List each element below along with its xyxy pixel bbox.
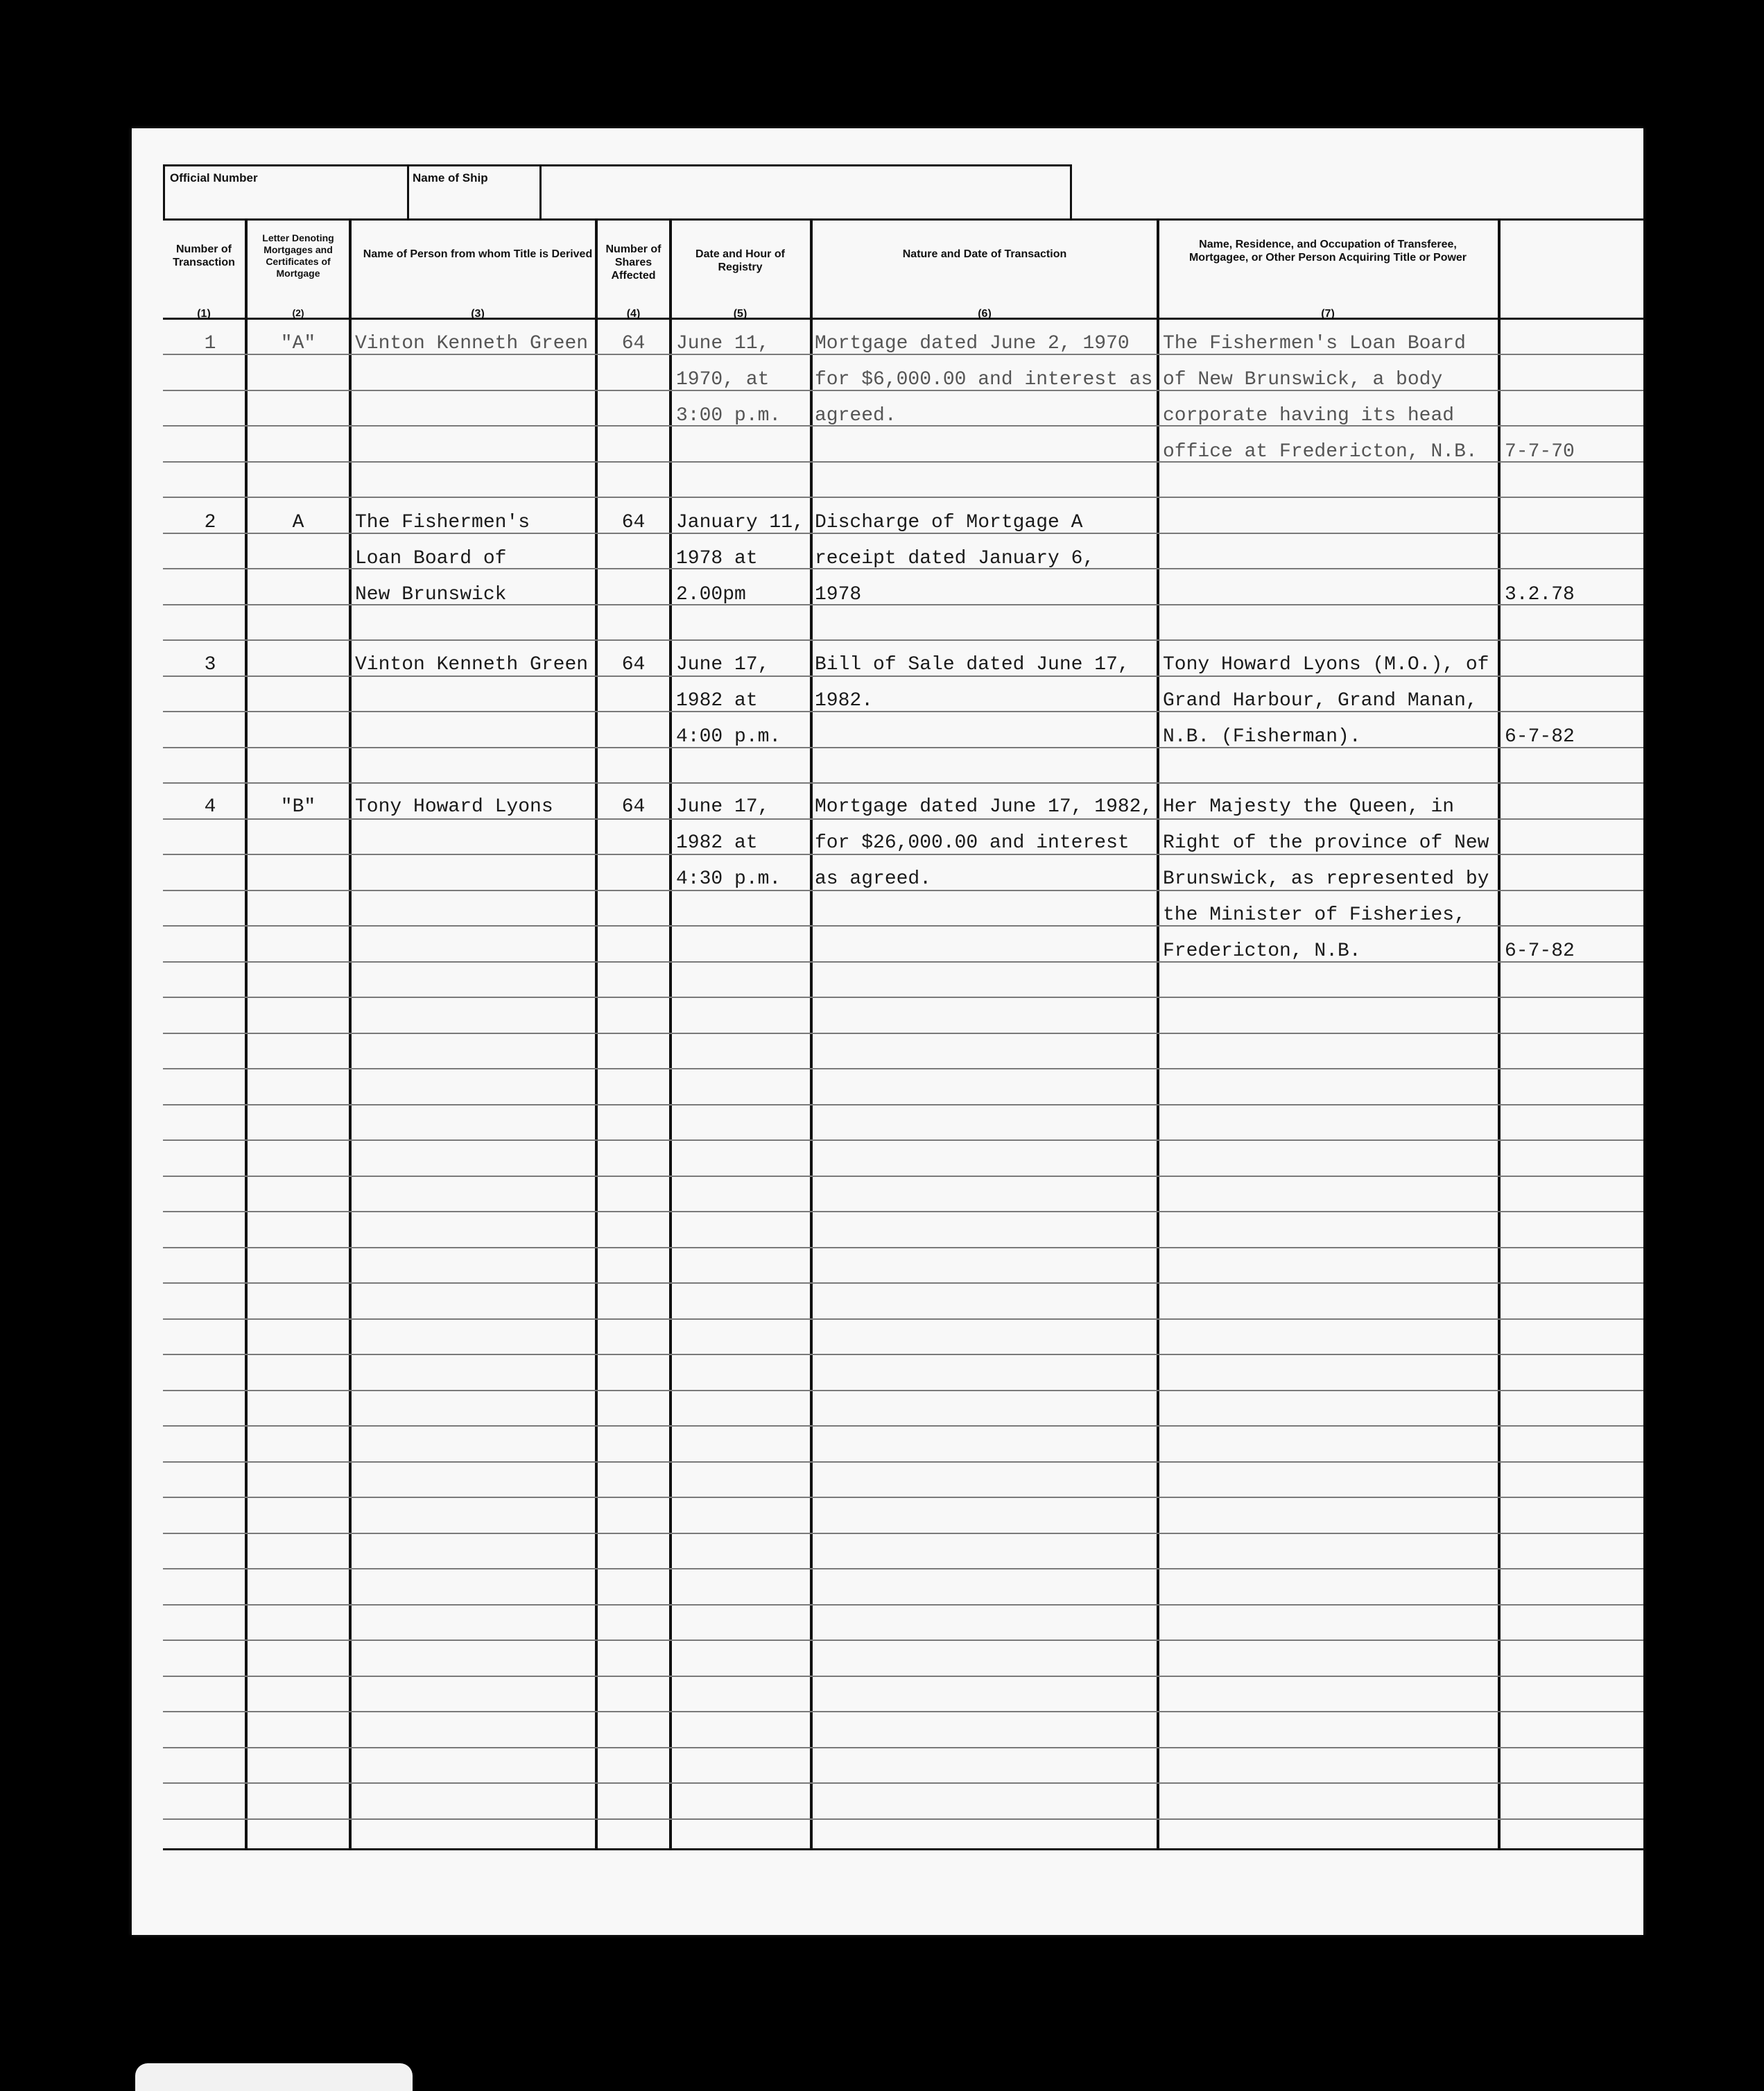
- ruled-line: [163, 1497, 1643, 1498]
- ruled-line: [163, 1247, 1643, 1248]
- register-page: [132, 128, 1643, 1935]
- ruled-line: [163, 1211, 1643, 1212]
- column-number: (4): [626, 308, 641, 320]
- transaction-nature: as agreed.: [815, 868, 932, 890]
- ruled-line: [163, 1676, 1643, 1677]
- table-bottom-line: [163, 1848, 1643, 1850]
- column-number: (3): [471, 308, 485, 320]
- shares-affected: 64: [621, 654, 646, 676]
- acquirer: of New Brunswick, a body: [1163, 369, 1443, 390]
- registry-date: 1978 at: [676, 548, 758, 569]
- entry-date: 6-7-82: [1505, 940, 1575, 962]
- ruled-line: [163, 1068, 1643, 1069]
- transaction-nature: 1978: [815, 584, 862, 605]
- mortgage-letter: "A": [280, 333, 316, 354]
- title-from: Loan Board of: [355, 548, 507, 569]
- registry-date: 3:00 p.m.: [676, 405, 781, 427]
- ruled-line: [163, 961, 1643, 963]
- entry-date: 6-7-82: [1505, 726, 1575, 748]
- ruled-line: [163, 1390, 1643, 1391]
- acquirer: Right of the province of New: [1163, 832, 1489, 854]
- registry-date: 1970, at: [676, 369, 770, 390]
- transaction-nature: 1982.: [815, 690, 874, 712]
- ruled-line: [163, 1461, 1643, 1463]
- acquirer: Grand Harbour, Grand Manan,: [1163, 690, 1478, 712]
- ruled-line: [163, 1104, 1643, 1105]
- shares-affected: 64: [621, 333, 646, 354]
- acquirer: The Fishermen's Loan Board: [1163, 333, 1466, 354]
- column-header-7: [1186, 238, 1470, 320]
- column-title: Nature and Date of Transaction: [902, 248, 1067, 260]
- column-number: (6): [978, 308, 992, 320]
- transaction-number: 1: [204, 333, 216, 354]
- transaction-number: 3: [204, 654, 216, 676]
- registry-date: 2.00pm: [676, 584, 746, 605]
- registry-date: 1982 at: [676, 690, 758, 712]
- column-header-2: [248, 232, 349, 318]
- registry-date: 1982 at: [676, 832, 758, 854]
- column-number: (7): [1321, 308, 1335, 320]
- ruled-line: [163, 1782, 1643, 1784]
- ruled-line: [163, 1747, 1643, 1748]
- ship-name-box: [407, 164, 1072, 221]
- title-from: Vinton Kenneth Green: [355, 654, 589, 676]
- transaction-nature: Discharge of Mortgage A: [815, 512, 1083, 533]
- ruled-line: [163, 1711, 1643, 1712]
- column-number: (2): [292, 307, 304, 318]
- registry-date: January 11,: [676, 512, 804, 533]
- column-title: Number of Transaction: [173, 243, 235, 268]
- ruled-line: [163, 497, 1643, 498]
- folder-tab: [135, 2063, 413, 2091]
- title-from: New Brunswick: [355, 584, 507, 605]
- column-title: Date and Hour of Registry: [695, 248, 785, 273]
- acquirer: office at Fredericton, N.B.: [1163, 441, 1478, 463]
- column-header-6: [901, 248, 1068, 320]
- ruled-line: [163, 1033, 1643, 1034]
- transaction-nature: receipt dated January 6,: [815, 548, 1095, 569]
- ruled-line: [163, 1282, 1643, 1284]
- header-top-line: [163, 218, 1643, 221]
- acquirer: the Minister of Fisheries,: [1163, 904, 1466, 926]
- ruled-line: [163, 1604, 1643, 1606]
- ruled-line: [163, 747, 1643, 748]
- shares-affected: 64: [621, 796, 646, 818]
- entry-date: 3.2.78: [1505, 584, 1575, 605]
- ruled-line: [163, 1640, 1643, 1641]
- acquirer: Her Majesty the Queen, in: [1163, 796, 1455, 818]
- ship-name-label: Name of Ship: [413, 171, 488, 184]
- registry-date: 4:00 p.m.: [676, 726, 781, 748]
- column-header-1: [163, 243, 245, 320]
- column-title: Number of Shares Affected: [605, 243, 662, 282]
- column-number: (5): [733, 308, 747, 320]
- ruled-line: [163, 1176, 1643, 1177]
- transaction-nature: agreed.: [815, 405, 897, 427]
- mortgage-letter: A: [292, 512, 304, 533]
- transaction-nature: for $6,000.00 and interest as: [815, 369, 1153, 390]
- acquirer: Fredericton, N.B.: [1163, 940, 1361, 962]
- title-from: Vinton Kenneth Green: [355, 333, 589, 354]
- ruled-line: [163, 1533, 1643, 1534]
- column-header-4: [598, 243, 669, 320]
- title-from: Tony Howard Lyons: [355, 796, 553, 818]
- mortgage-letter: "B": [280, 796, 316, 818]
- registry-date: 4:30 p.m.: [676, 868, 781, 890]
- column-number: (1): [197, 308, 211, 320]
- acquirer: Tony Howard Lyons (M.O.), of: [1163, 654, 1489, 676]
- ruled-line: [163, 1818, 1643, 1820]
- ruled-line: [163, 782, 1643, 784]
- transaction-nature: Mortgage dated June 2, 1970: [815, 333, 1130, 354]
- acquirer: N.B. (Fisherman).: [1163, 726, 1361, 748]
- title-from: The Fishermen's: [355, 512, 530, 533]
- ruled-line: [163, 997, 1643, 998]
- shares-affected: 64: [621, 512, 646, 533]
- registry-date: June 17,: [676, 796, 770, 818]
- ruled-line: [163, 1425, 1643, 1427]
- ruled-line: [163, 639, 1643, 641]
- registry-date: June 17,: [676, 654, 770, 676]
- acquirer: corporate having its head: [1163, 405, 1455, 427]
- acquirer: Brunswick, as represented by: [1163, 868, 1489, 890]
- column-title: Name, Residence, and Occupation of Transferee, Mortgagee, or Other Person Acquiring Title or Power: [1188, 239, 1467, 264]
- ruled-line: [163, 1354, 1643, 1355]
- entry-date: 7-7-70: [1505, 441, 1575, 463]
- ruled-line: [163, 1139, 1643, 1141]
- ruled-line: [163, 1318, 1643, 1320]
- ruled-line: [163, 1568, 1643, 1569]
- official-number-label: Official Number: [170, 171, 258, 184]
- column-header-5: [686, 248, 794, 320]
- transaction-nature: Bill of Sale dated June 17,: [815, 654, 1130, 676]
- column-header-3: [361, 248, 595, 320]
- transaction-number: 2: [204, 512, 216, 533]
- transaction-number: 4: [204, 796, 216, 818]
- transaction-nature: for $26,000.00 and interest: [815, 832, 1130, 854]
- column-title: Name of Person from whom Title is Derived: [363, 248, 593, 260]
- transaction-nature: Mortgage dated June 17, 1982,: [815, 796, 1153, 818]
- column-title: Letter Denoting Mortgages and Certificates of Mortgage: [262, 232, 334, 279]
- registry-date: June 11,: [676, 333, 770, 354]
